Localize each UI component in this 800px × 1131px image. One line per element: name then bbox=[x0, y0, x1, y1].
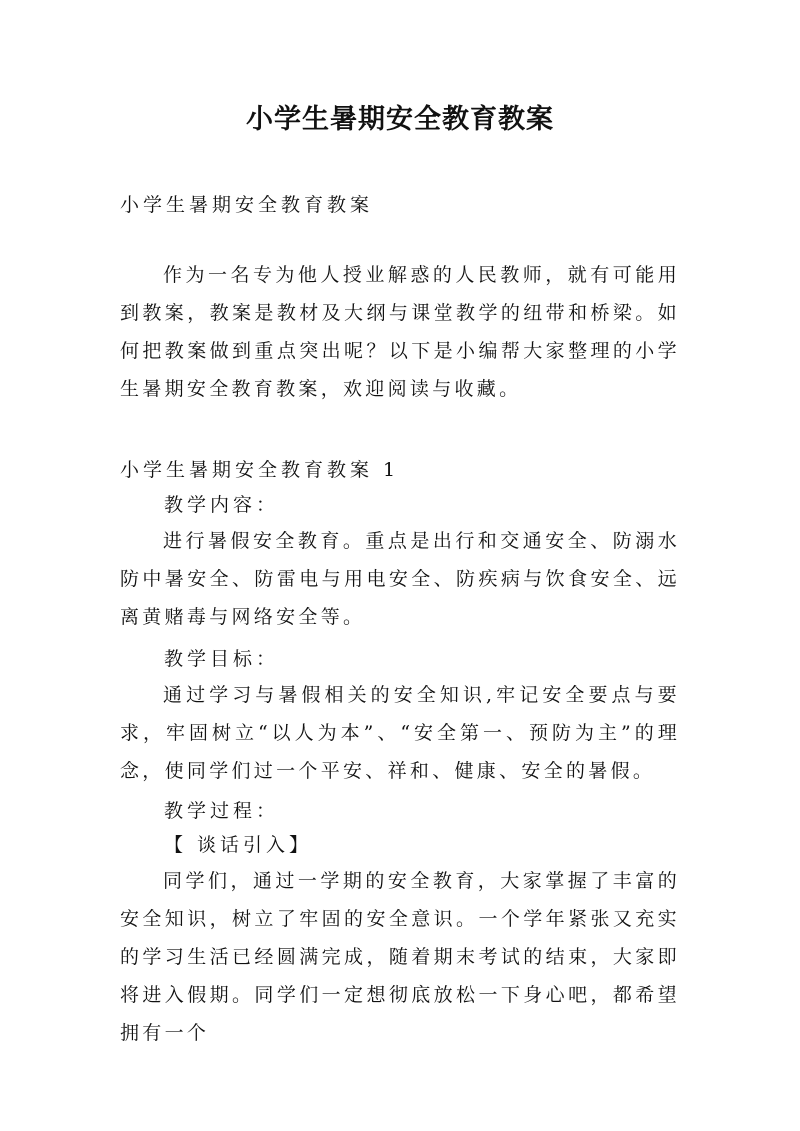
process-paragraph: 同学们，通过一学期的安全教育，大家掌握了丰富的安全知识，树立了牢固的安全意识。一个学年紧张又充实的学习生活已经圆满完成，随着期末考试的结束，大家即将进入假期。同学们一定想彻底放松一下身心吧，都希望拥有一个 bbox=[120, 870, 680, 1044]
content-label: 教学内容： bbox=[164, 494, 280, 516]
intro-step-label: 【 谈话引入】 bbox=[164, 834, 313, 856]
document-subtitle: 小学生暑期安全教育教案 bbox=[120, 194, 374, 216]
content-paragraph: 进行暑假安全教育。重点是出行和交通安全、防溺水防中暑安全、防雷电与用电安全、防疾病与饮食安全、远离黄赌毒与网络安全等。 bbox=[120, 530, 680, 628]
section-heading: 小学生暑期安全教育教案 1 bbox=[120, 459, 400, 481]
process-label: 教学过程： bbox=[164, 800, 280, 822]
document-title: 小学生暑期安全教育教案 bbox=[246, 104, 554, 135]
goal-label: 教学目标： bbox=[164, 648, 280, 670]
goal-paragraph: 通过学习与暑假相关的安全知识,牢记安全要点与要求，牢固树立“以人为本”、“安全第一、预防为主”的理念，使同学们过一个平安、祥和、健康、安全的暑假。 bbox=[120, 684, 680, 782]
intro-paragraph: 作为一名专为他人授业解惑的人民教师，就有可能用到教案，教案是教材及大纲与课堂教学的纽带和桥梁。如何把教案做到重点突出呢？以下是小编帮大家整理的小学生暑期安全教育教案，欢迎阅读与收藏。 bbox=[120, 264, 680, 400]
